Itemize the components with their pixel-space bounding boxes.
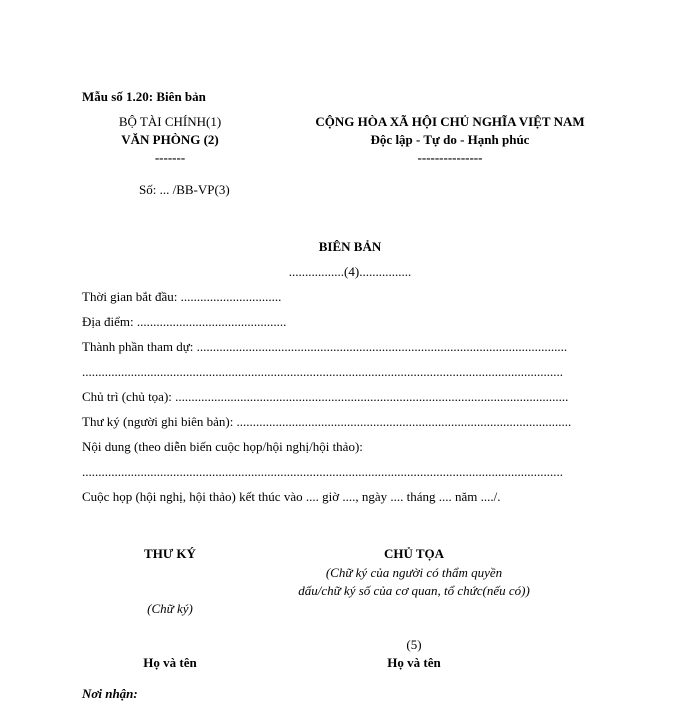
field-participants-continued: ....................................................................................................................................................	[82, 364, 563, 379]
document-number: Số: ... /BB-VP(3)	[139, 182, 230, 197]
office-name: VĂN PHÒNG (2)	[121, 132, 219, 147]
agency-name: BỘ TÀI CHÍNH(1)	[118, 114, 222, 129]
chair-reference: (5)	[406, 637, 422, 652]
chair-name-label: Họ và tên	[387, 655, 441, 670]
secretary-title: THƯ KÝ	[144, 546, 196, 561]
field-participants: Thành phần tham dự: ..................................................................................................................	[82, 339, 568, 354]
header-left-divider: -------	[154, 150, 186, 165]
header-right	[290, 113, 610, 167]
national-motto: Độc lập - Tự do - Hạnh phúc	[370, 132, 530, 147]
document-subtitle: .................(4)................	[288, 264, 412, 279]
country-name: CỘNG HÒA XÃ HỘI CHỦ NGHĨA VIỆT NAM	[315, 114, 585, 129]
field-content-continued: ....................................................................................................................................................	[82, 464, 563, 479]
secretary-signature-note: (Chữ ký)	[147, 601, 193, 616]
field-start-time: Thời gian bắt đầu: ...............................	[82, 289, 282, 304]
document-title: BIÊN BẢN	[318, 239, 382, 254]
form-number: Mẫu số 1.20: Biên bản	[82, 89, 206, 104]
header-right-divider: ---------------	[417, 150, 483, 165]
chair-signature-note-line2: dấu/chữ ký số của cơ quan, tổ chức(nếu có))	[298, 583, 530, 598]
field-end-time: Cuộc họp (hội nghị, hội thảo) kết thúc vào .... giờ ...., ngày .... tháng .... năm ..../.	[82, 489, 501, 504]
chair-signature-note-line1: (Chữ ký của người có thẩm quyền	[325, 565, 503, 580]
header-left	[110, 113, 230, 167]
field-chair: Chủ trì (chủ tọa): .........................................................................................................................	[82, 389, 569, 404]
secretary-name-label: Họ và tên	[143, 655, 197, 670]
field-location: Địa điểm: ..............................................	[82, 314, 287, 329]
field-content: Nội dung (theo diễn biến cuộc họp/hội nghị/hội thảo):	[82, 439, 363, 454]
recipients-label: Nơi nhận:	[82, 686, 138, 701]
chair-title: CHỦ TỌA	[383, 546, 445, 561]
field-secretary: Thư ký (người ghi biên bản): .......................................................................................................	[82, 414, 572, 429]
